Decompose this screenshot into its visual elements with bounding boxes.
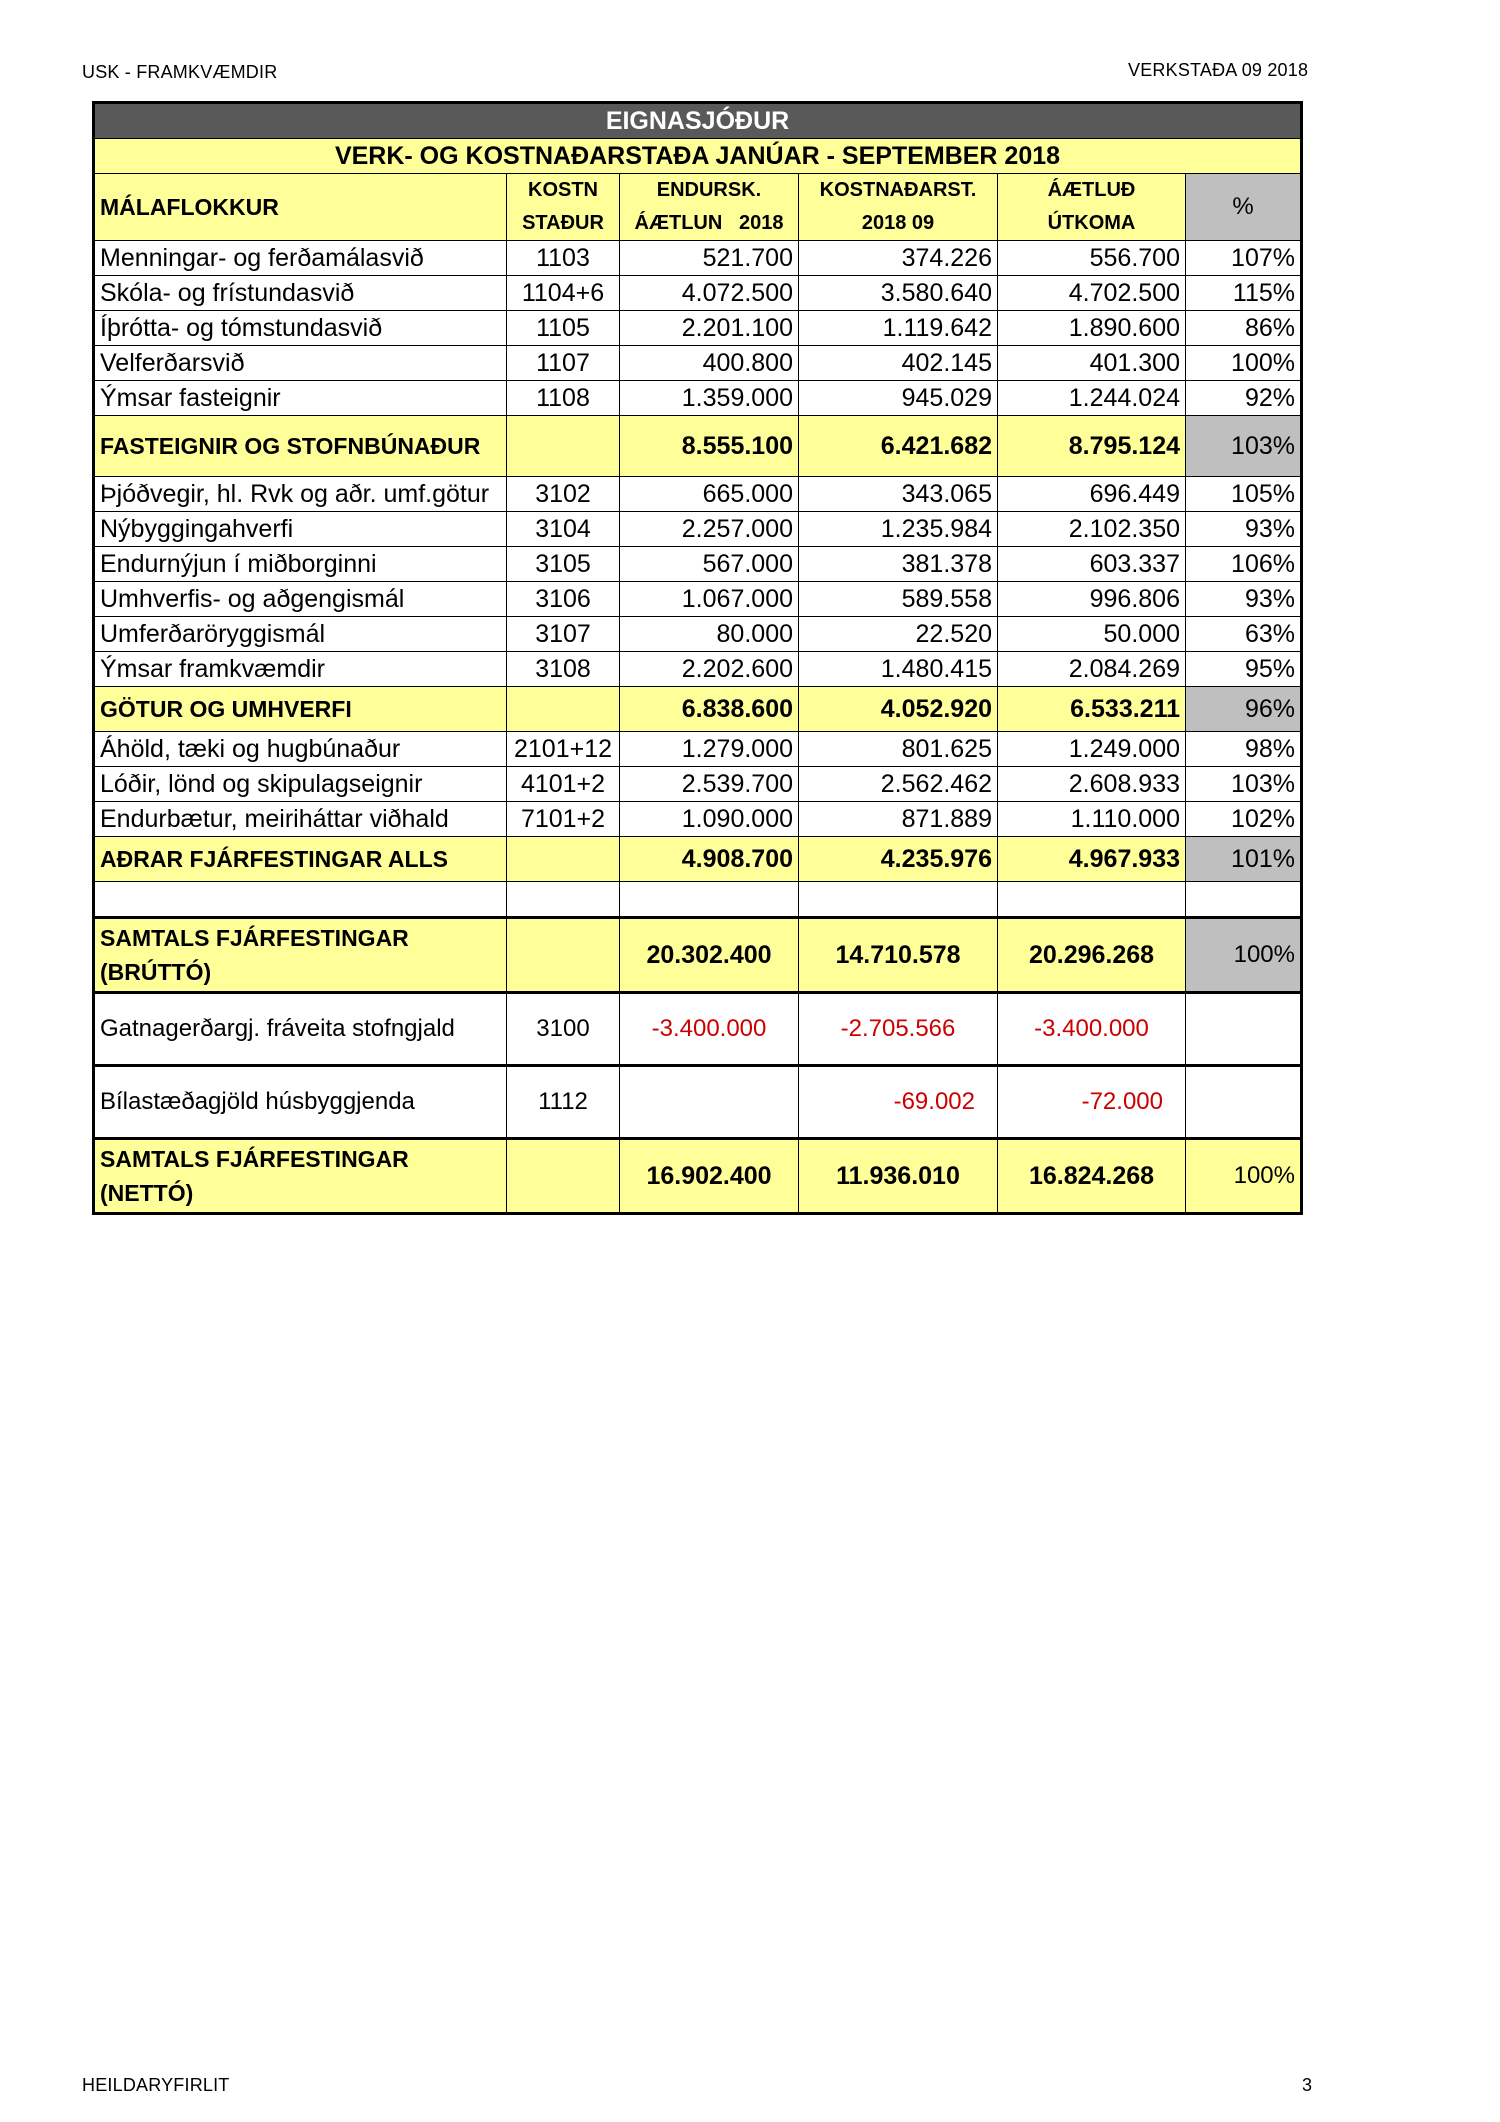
table-row (94, 477, 1302, 512)
row-forecast: 556.700 (998, 241, 1186, 276)
subtotal-percent: 101% (1186, 837, 1302, 882)
row-percent: 86% (1186, 311, 1302, 346)
row-cost: 374.226 (799, 241, 998, 276)
blank-row (94, 882, 1302, 918)
total-gross-cost: 14.710.578 (799, 918, 998, 993)
total-net-cost: 11.936.010 (799, 1139, 998, 1214)
header-percent: % (1186, 174, 1302, 241)
row-budget: 80.000 (620, 617, 799, 652)
row-forecast: 2.084.269 (998, 652, 1186, 687)
row-percent: 63% (1186, 617, 1302, 652)
table-row (94, 241, 1302, 276)
row-category: Áhöld, tæki og hugbúnaður (94, 732, 507, 767)
row-category: Menningar- og ferðamálasvið (94, 241, 507, 276)
table-subtitle: VERK- OG KOSTNAÐARSTAÐA JANÚAR - SEPTEMBER 2018 (94, 139, 1302, 174)
table-row (94, 512, 1302, 547)
subtotal-cost: 6.421.682 (799, 416, 998, 477)
subtotal-percent: 103% (1186, 416, 1302, 477)
deduction-percent (1186, 1066, 1302, 1139)
deduction-forecast: -72.000 (998, 1066, 1186, 1139)
row-budget: 400.800 (620, 346, 799, 381)
row-cost: 3.580.640 (799, 276, 998, 311)
total-net-code (507, 1139, 620, 1214)
row-code: 3108 (507, 652, 620, 687)
subtotal-row (94, 416, 1302, 477)
row-category: Lóðir, lönd og skipulagseignir (94, 767, 507, 802)
subtotal-row (94, 687, 1302, 732)
row-category: Skóla- og frístundasvið (94, 276, 507, 311)
row-code: 1103 (507, 241, 620, 276)
row-cost: 589.558 (799, 582, 998, 617)
row-percent: 106% (1186, 547, 1302, 582)
row-code: 2101+12 (507, 732, 620, 767)
subtotal-budget: 8.555.100 (620, 416, 799, 477)
row-cost: 1.119.642 (799, 311, 998, 346)
column-header-row (94, 174, 1302, 241)
row-cost: 801.625 (799, 732, 998, 767)
row-budget: 1.090.000 (620, 802, 799, 837)
row-category: Ýmsar framkvæmdir (94, 652, 507, 687)
row-category: Ýmsar fasteignir (94, 381, 507, 416)
row-cost: 945.029 (799, 381, 998, 416)
row-code: 3105 (507, 547, 620, 582)
deduction-row (94, 1066, 1302, 1139)
row-cost: 402.145 (799, 346, 998, 381)
row-forecast: 996.806 (998, 582, 1186, 617)
subtotal-label: FASTEIGNIR OG STOFNBÚNAÐUR (94, 416, 507, 477)
row-category: Velferðarsvið (94, 346, 507, 381)
table-title: EIGNASJÓÐUR (94, 103, 1302, 139)
row-budget: 1.279.000 (620, 732, 799, 767)
total-net-forecast: 16.824.268 (998, 1139, 1186, 1214)
subtotal-percent: 96% (1186, 687, 1302, 732)
row-code: 3106 (507, 582, 620, 617)
row-budget: 2.201.100 (620, 311, 799, 346)
row-code: 3102 (507, 477, 620, 512)
total-net-label: SAMTALS FJÁRFESTINGAR (NETTÓ) (94, 1139, 507, 1214)
table-row (94, 311, 1302, 346)
row-budget: 1.067.000 (620, 582, 799, 617)
table-row (94, 767, 1302, 802)
row-forecast: 401.300 (998, 346, 1186, 381)
subtotal-forecast: 4.967.933 (998, 837, 1186, 882)
total-net-row (94, 1139, 1302, 1214)
table-row (94, 732, 1302, 767)
row-forecast: 50.000 (998, 617, 1186, 652)
deduction-code: 1112 (507, 1066, 620, 1139)
row-cost: 1.235.984 (799, 512, 998, 547)
table-row (94, 276, 1302, 311)
subtotal-cost: 4.052.920 (799, 687, 998, 732)
row-code: 4101+2 (507, 767, 620, 802)
total-gross-row (94, 918, 1302, 993)
row-budget: 2.257.000 (620, 512, 799, 547)
table-row (94, 802, 1302, 837)
row-category: Þjóðvegir, hl. Rvk og aðr. umf.götur (94, 477, 507, 512)
deduction-label: Bílastæðagjöld húsbyggjenda (94, 1066, 507, 1139)
row-forecast: 696.449 (998, 477, 1186, 512)
subtotal-budget: 4.908.700 (620, 837, 799, 882)
total-net-budget: 16.902.400 (620, 1139, 799, 1214)
deduction-cost: -2.705.566 (799, 993, 998, 1066)
total-gross-label: SAMTALS FJÁRFESTINGAR (BRÚTTÓ) (94, 918, 507, 993)
row-percent: 102% (1186, 802, 1302, 837)
header-cost-center: KOSTN STAÐUR (507, 174, 620, 241)
row-forecast: 2.608.933 (998, 767, 1186, 802)
row-percent: 100% (1186, 346, 1302, 381)
deduction-budget (620, 1066, 799, 1139)
row-forecast: 4.702.500 (998, 276, 1186, 311)
row-forecast: 2.102.350 (998, 512, 1186, 547)
page-number: 3 (1302, 2075, 1313, 2095)
page-footer-left: HEILDARYFIRLIT (82, 2075, 230, 2095)
row-budget: 1.359.000 (620, 381, 799, 416)
total-gross-code (507, 918, 620, 993)
header-budget: ENDURSK. ÁÆTLUN 2018 (620, 174, 799, 241)
row-percent: 107% (1186, 241, 1302, 276)
row-percent: 105% (1186, 477, 1302, 512)
header-forecast: ÁÆTLUÐ ÚTKOMA (998, 174, 1186, 241)
row-cost: 381.378 (799, 547, 998, 582)
row-category: Íþrótta- og tómstundasvið (94, 311, 507, 346)
row-percent: 95% (1186, 652, 1302, 687)
row-category: Endurbætur, meiriháttar viðhald (94, 802, 507, 837)
row-cost: 22.520 (799, 617, 998, 652)
table-row (94, 547, 1302, 582)
subtotal-budget: 6.838.600 (620, 687, 799, 732)
row-code: 3104 (507, 512, 620, 547)
row-budget: 567.000 (620, 547, 799, 582)
subtotal-cost: 4.235.976 (799, 837, 998, 882)
row-cost: 343.065 (799, 477, 998, 512)
row-code: 1108 (507, 381, 620, 416)
table-row (94, 346, 1302, 381)
row-percent: 115% (1186, 276, 1302, 311)
row-category: Umhverfis- og aðgengismál (94, 582, 507, 617)
row-forecast: 603.337 (998, 547, 1186, 582)
total-gross-forecast: 20.296.268 (998, 918, 1186, 993)
table-subtitle-row (94, 139, 1302, 174)
row-percent: 103% (1186, 767, 1302, 802)
row-percent: 98% (1186, 732, 1302, 767)
investment-table (92, 101, 1303, 1215)
subtotal-row (94, 837, 1302, 882)
subtotal-forecast: 6.533.211 (998, 687, 1186, 732)
row-cost: 2.562.462 (799, 767, 998, 802)
row-percent: 93% (1186, 512, 1302, 547)
table-row (94, 582, 1302, 617)
header-category: MÁLAFLOKKUR (94, 174, 507, 241)
row-forecast: 1.249.000 (998, 732, 1186, 767)
row-code: 1107 (507, 346, 620, 381)
deduction-label: Gatnagerðargj. fráveita stofngjald (94, 993, 507, 1066)
table-title-row (94, 103, 1302, 139)
row-category: Nýbyggingahverfi (94, 512, 507, 547)
row-code: 1105 (507, 311, 620, 346)
total-gross-budget: 20.302.400 (620, 918, 799, 993)
row-code: 7101+2 (507, 802, 620, 837)
page-header-left: USK - FRAMKVÆMDIR (82, 62, 278, 82)
total-net-percent: 100% (1186, 1139, 1302, 1214)
deduction-row (94, 993, 1302, 1066)
row-cost: 871.889 (799, 802, 998, 837)
row-budget: 4.072.500 (620, 276, 799, 311)
subtotal-code (507, 837, 620, 882)
row-forecast: 1.244.024 (998, 381, 1186, 416)
deduction-cost: -69.002 (799, 1066, 998, 1139)
header-cost: KOSTNAÐARST. 2018 09 (799, 174, 998, 241)
page-header-right: VERKSTAÐA 09 2018 (1128, 60, 1309, 80)
subtotal-forecast: 8.795.124 (998, 416, 1186, 477)
table-row (94, 381, 1302, 416)
row-category: Endurnýjun í miðborginni (94, 547, 507, 582)
subtotal-code (507, 687, 620, 732)
row-percent: 92% (1186, 381, 1302, 416)
subtotal-label: GÖTUR OG UMHVERFI (94, 687, 507, 732)
row-cost: 1.480.415 (799, 652, 998, 687)
deduction-percent (1186, 993, 1302, 1066)
row-code: 3107 (507, 617, 620, 652)
deduction-forecast: -3.400.000 (998, 993, 1186, 1066)
row-budget: 2.202.600 (620, 652, 799, 687)
deduction-code: 3100 (507, 993, 620, 1066)
row-percent: 93% (1186, 582, 1302, 617)
row-budget: 665.000 (620, 477, 799, 512)
subtotal-label: AÐRAR FJÁRFESTINGAR ALLS (94, 837, 507, 882)
row-forecast: 1.890.600 (998, 311, 1186, 346)
row-budget: 521.700 (620, 241, 799, 276)
row-budget: 2.539.700 (620, 767, 799, 802)
subtotal-code (507, 416, 620, 477)
total-gross-percent: 100% (1186, 918, 1302, 993)
row-category: Umferðaröryggismál (94, 617, 507, 652)
row-forecast: 1.110.000 (998, 802, 1186, 837)
row-code: 1104+6 (507, 276, 620, 311)
table-row (94, 652, 1302, 687)
deduction-budget: -3.400.000 (620, 993, 799, 1066)
table-row (94, 617, 1302, 652)
